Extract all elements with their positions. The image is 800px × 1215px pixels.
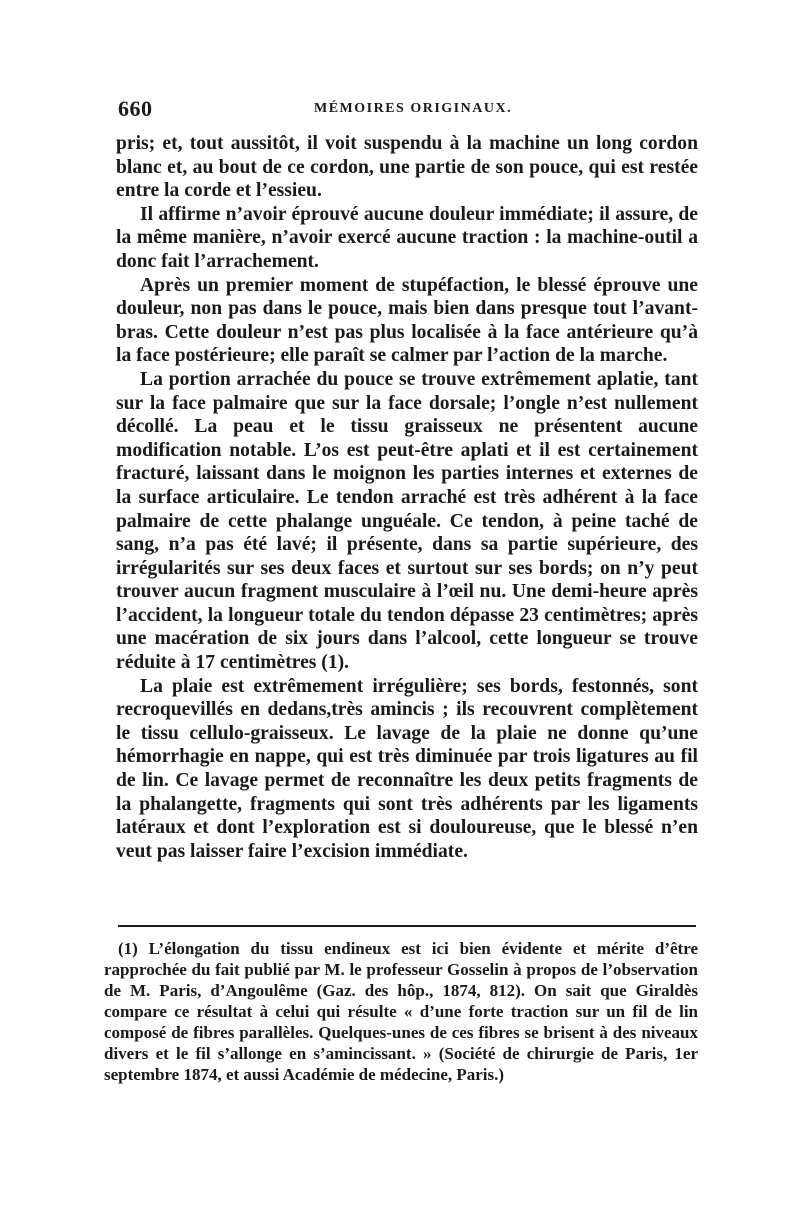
footnote xyxy=(104,938,698,1085)
paragraph-1: pris; et, tout aussitôt, il voit suspendu à la machine un long cordon blanc et, au bout de ce cordon, une partie de son pouce, qui est restée entre la corde et l’essieu. xyxy=(116,133,698,202)
paragraph-3: Après un premier moment de stupéfaction, le blessé éprouve une douleur, non pas dans le pouce, mais bien dans presque tout l’avant-bras. Cette douleur n’est pas plus localisée à la face antérieure qu’à la face postérieure; elle paraît se calmer par l’action de la marche. xyxy=(116,274,698,367)
running-title: MÉMOIRES ORIGINAUX. xyxy=(314,101,513,116)
body-text xyxy=(116,132,698,863)
paragraph-5: La plaie est extrêmement irrégulière; ses bords, festonnés, sont recroquevillés en dedans,très amincis ; ils recouvrent complètement le tissu cellulo-graisseux. Le lavage de la plaie ne donne qu’une hémorrhagie en nappe, qui est très diminuée par trois ligatures au fil de lin. Ce lavage permet de reconnaître les deux petits fragments de la phalangette, fragments qui sont très adhérents par les ligaments latéraux et dont l’exploration est si douloureuse, que le blessé n’en veut pas laisser faire l’excision immédiate. xyxy=(116,675,698,862)
paragraph-2: Il affirme n’avoir éprouvé aucune douleur immédiate; il assure, de la même manière, n’avoir exercé aucune traction : la machine-outil a donc fait l’arrachement. xyxy=(116,203,698,272)
running-header xyxy=(118,96,698,126)
page-number: 660 xyxy=(118,96,153,121)
footnote-separator xyxy=(118,925,696,927)
footnote-text: (1) L’élongation du tissu endineux est ici bien évidente et mérite d’être rapprochée du fait publié par M. le professeur Gosselin à propos de l’observation de M. Paris, d’Angoulême (Gaz. des hôp., 1874, 812). On sait que Giraldès compare ce résultat à celui qui résulte « d’une forte traction sur un fil de lin composé de fibres parallèles. Quelques-unes de ces fibres se brisent à des niveaux divers et le fil s’allonge en s’amincissant. » (Société de chirurgie de Paris, 1er septembre 1874, et aussi Académie de médecine, Paris.) xyxy=(104,939,698,1084)
paragraph-4: La portion arrachée du pouce se trouve extrêmement aplatie, tant sur la face palmaire que sur la face dorsale; l’ongle n’est nullement décollé. La peau et le tissu graisseux ne présentent aucune modification notable. L’os est peut-être aplati et il est certainement fracturé, laissant dans le moignon les parties internes et externes de la surface articulaire. Le tendon arraché est très adhérent à la face palmaire de cette phalange unguéale. Ce tendon, à peine taché de sang, n’a pas été lavé; il présente, dans sa partie supérieure, des irrégularités sur ses deux faces et surtout sur ses bords; on n’y peut trouver aucun fragment musculaire à l’œil nu. Une demi-heure après l’accident, la longueur totale du tendon dépasse 23 centimètres; après une macération de six jours dans l’alcool, cette longueur se trouve réduite à 17 centimètres (1). xyxy=(116,368,698,674)
